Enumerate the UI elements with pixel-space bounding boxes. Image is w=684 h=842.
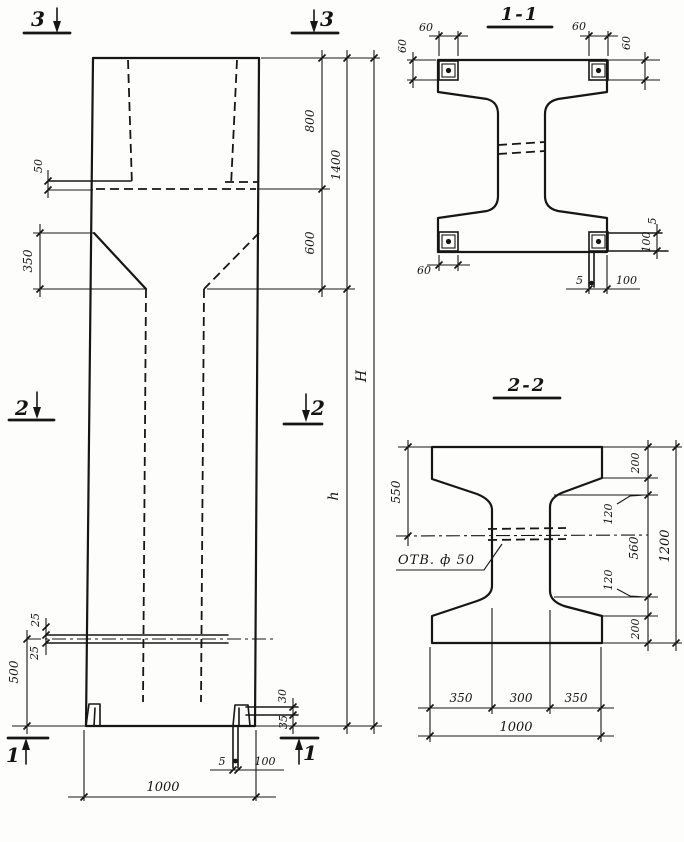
section-mark-3-right-arrow: [310, 21, 318, 33]
section-1-1-title: 1-1: [500, 4, 540, 25]
dim-ledge-30: 30: [276, 689, 289, 703]
section-1-1: [396, 4, 668, 294]
section-mark-2-right: [284, 394, 325, 424]
section-mark-2-right-label: 2: [311, 396, 325, 420]
section-mark-1-right-label: 1: [303, 741, 317, 765]
section-2-2-leader-120-top: [617, 495, 644, 504]
section-2-2-hole-callout: [396, 544, 502, 570]
dim-1-1-tl-60h: 60: [396, 39, 409, 53]
dim-2-2-120-top: 120: [602, 503, 615, 525]
section-mark-3-left-label: 3: [31, 7, 45, 31]
dim-800: 800: [303, 109, 317, 133]
dim-1-1-bottom-100: 100: [616, 274, 637, 287]
dim-ledge-35: 35: [277, 715, 290, 729]
section-1-1-web-hole-hidden: [498, 142, 545, 154]
elevation-outline: [27, 58, 298, 768]
section-2-2-dimension-lines: [398, 440, 682, 742]
section-1-1-ext-lines: [407, 31, 660, 294]
dim-base-plate-100: 100: [254, 755, 276, 768]
dim-base-plate-5: 5: [218, 755, 226, 768]
dim-2-2-350-left: 350: [449, 691, 473, 705]
dim-taper-350: 350: [21, 249, 35, 273]
dim-2-2-1000: 1000: [499, 720, 533, 735]
elevation-view: [6, 7, 382, 801]
dim-1-1-bl-60w: 60: [417, 264, 431, 277]
elevation-dimension-lines: [12, 50, 382, 801]
dim-H-total: H: [354, 369, 370, 383]
dim-2-2-550: 550: [389, 480, 403, 504]
dim-1-1-tr-60w: 60: [572, 20, 586, 33]
dim-1-1-bottom-5: 5: [576, 274, 583, 287]
base-foot-left: [86, 704, 100, 726]
socket-hidden-left: [128, 60, 132, 186]
dim-1-1-side-100: 100: [640, 231, 653, 253]
elevation-hidden-lines: [96, 60, 259, 702]
elevation-dimension-labels: [7, 109, 370, 795]
dim-1-1-tr-60h: 60: [620, 36, 633, 50]
section-mark-3-right: [292, 7, 338, 33]
dim-hole-25-top: 25: [29, 613, 42, 627]
section-mark-1-right: [281, 738, 318, 765]
section-2-2-outline: [432, 447, 602, 643]
section-1-1-dimension-lines: [407, 31, 661, 294]
dim-2-2-200-bottom: 200: [629, 618, 642, 640]
dim-1400: 1400: [329, 149, 343, 181]
web-hidden-left: [143, 289, 146, 702]
section-mark-3-right-label: 3: [320, 7, 334, 31]
dim-hole-25-bottom: 25: [28, 646, 41, 660]
dim-width-1000: 1000: [146, 780, 180, 795]
section-mark-2-left-label: 2: [15, 396, 29, 420]
dim-h-lower: h: [326, 491, 342, 501]
dim-2-2-560: 560: [627, 536, 641, 560]
dim-1-1-side-5: 5: [646, 217, 659, 225]
elevation-section-marks: [6, 7, 338, 767]
taper-edge-solid: [94, 233, 146, 289]
embed-plate-top-right-dot: [596, 68, 601, 73]
dim-600: 600: [303, 231, 317, 255]
section-2-2-hole-centerline: [396, 535, 648, 536]
section-mark-1-left: [6, 738, 48, 767]
embed-plate-anchor-dot: [589, 281, 594, 286]
section-mark-1-left-arrow: [22, 738, 30, 750]
section-mark-1-left-label: 1: [6, 743, 20, 767]
socket-hidden-right: [231, 60, 237, 186]
embed-plate-bottom-right-dot: [596, 239, 601, 244]
section-mark-2-right-arrow: [302, 410, 310, 422]
dim-2-2-350-right: 350: [564, 691, 588, 705]
section-2-2-dim-ticks: [405, 444, 680, 740]
section-2-2-hole-label: ОТВ. ф 50: [398, 553, 475, 568]
section-mark-2-left: [9, 392, 54, 420]
section-mark-3-left: [24, 7, 70, 33]
taper-edge-hidden: [204, 233, 259, 289]
section-2-2-leader-120-bottom: [617, 589, 644, 597]
dim-500: 500: [7, 660, 21, 684]
embed-plate-top-left-dot: [446, 68, 451, 73]
embed-plate-bottom-left-dot: [446, 239, 451, 244]
section-2-2: [389, 375, 682, 742]
section-mark-3-left-arrow: [53, 21, 61, 33]
section-mark-1-right-arrow: [295, 738, 303, 750]
dim-2-2-300: 300: [509, 691, 533, 705]
dim-socket-50: 50: [32, 159, 45, 173]
web-hidden-right: [201, 289, 204, 702]
dim-2-2-120-bottom: 120: [602, 569, 615, 591]
elevation-ext-lines: [12, 50, 382, 801]
section-2-2-ext-lines: [398, 440, 682, 742]
section-2-2-title: 2-2: [507, 375, 547, 396]
dim-2-2-1200: 1200: [658, 529, 673, 563]
section-mark-2-left-arrow: [33, 407, 41, 419]
base-plate-anchor-dot: [233, 759, 238, 764]
dim-2-2-200-top: 200: [629, 452, 642, 474]
section-1-1-outline: [438, 60, 607, 252]
section-2-2-hole-hidden: [488, 528, 566, 540]
dim-1-1-tl-60w: 60: [419, 21, 433, 34]
